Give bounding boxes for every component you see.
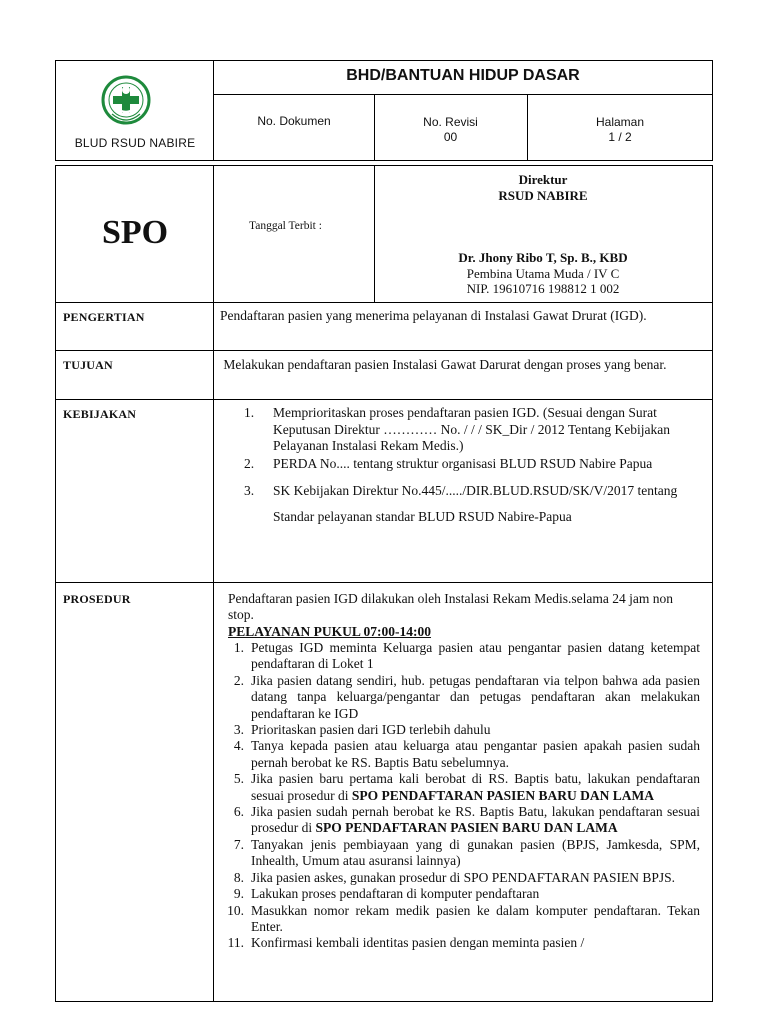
list-number: 11.	[227, 935, 244, 951]
document-title: BHD/BANTUAN HIDUP DASAR	[346, 67, 580, 84]
list-item-text: Jika pasien datang sendiri, hub. petugas pendaftaran via telpon bahwa ada pasien datang tanpa keluarga/pengantar dan petugas pendaftaran akan melakukan pendaftaran ke IGD	[251, 672, 700, 721]
director-title-line: Direktur	[518, 172, 568, 187]
director-org-line: RSUD NABIRE	[498, 188, 588, 203]
list-item	[222, 804, 700, 837]
list-number: 8.	[233, 869, 244, 885]
list-item	[218, 478, 704, 530]
list-number: 2.	[233, 672, 244, 688]
list-item	[222, 870, 700, 886]
director-signature-block	[374, 250, 712, 297]
list-item-text: Tanya kepada pasien atau keluarga atau pengantar pasien apakah pasien sudah pernah berobat ke RS. Baptis Batu sebelumnya.	[251, 738, 700, 770]
list-item-text: Prioritaskan pasien dari IGD terlebih dahulu	[251, 722, 491, 738]
logo-caption: BLUD RSUD NABIRE	[74, 136, 196, 150]
list-item	[222, 903, 700, 936]
list-item-text: PERDA No.... tentang struktur organisasi BLUD RSUD Nabire Papua	[273, 455, 653, 471]
tanggal-terbit-label: Tanggal Terbit :	[249, 220, 322, 232]
list-item	[222, 837, 700, 870]
spo-label: SPO	[101, 214, 169, 251]
prosedur-label: PROSEDUR	[63, 592, 131, 606]
list-item	[222, 640, 700, 673]
list-item	[218, 405, 704, 455]
list-item-text: Jika pasien baru pertama kali berobat di RS. Baptis batu, lakukan pendaftaran sesuai prosedur di	[251, 771, 700, 803]
signer-rank: Pembina Utama Muda / IV C	[466, 265, 620, 281]
list-number: 9.	[233, 886, 244, 902]
list-item-bold-ref: SPO PENDAFTARAN PASIEN BARU DAN LAMA	[351, 787, 654, 803]
list-item-bold-ref: SPO PENDAFTARAN PASIEN BARU DAN LAMA	[315, 820, 618, 836]
list-number: 4.	[233, 738, 244, 754]
halaman-label: Halaman	[595, 115, 645, 129]
pengertian-label: PENGERTIAN	[63, 310, 145, 324]
list-item	[218, 451, 704, 477]
kebijakan-list	[218, 405, 704, 530]
bakti-husada-logo-icon	[100, 74, 152, 126]
list-item	[222, 935, 700, 951]
prosedur-steps	[222, 640, 700, 952]
list-number: 6.	[233, 804, 244, 820]
prosedur-intro: Pendaftaran pasien IGD dilakukan oleh Instalasi Rekam Medis.selama 24 jam non stop.	[228, 591, 674, 622]
list-item-text: Jika pasien sudah pernah berobat ke RS. Baptis Batu, lakukan pendaftaran sesuai prosedur di	[251, 804, 700, 836]
tujuan-label: TUJUAN	[63, 358, 113, 372]
list-number: 10.	[227, 902, 244, 918]
list-item	[222, 722, 700, 738]
list-number: 5.	[233, 771, 244, 787]
list-item-text: Tanyakan jenis pembiayaan yang di gunakan pasien (BPJS, Jamkesda, SPM, Inhealth, Umum atau asuransi lainnya)	[251, 836, 700, 869]
list-item-text: Memprioritaskan proses pendaftaran pasien IGD. (Sesuai dengan Surat Keputusan Direktur ………… No. / / / SK_Dir / 2012 Tentang Kebijakan Pelayanan Instalasi Rekam Medis.)	[273, 405, 670, 453]
no-revisi-value: 00	[443, 130, 458, 144]
list-item-text: Konfirmasi kembali identitas pasien dengan meminta pasien /	[251, 935, 585, 951]
list-item	[222, 771, 700, 804]
list-item-text: SK Kebijakan Direktur No.445/...../DIR.BLUD.RSUD/SK/V/2017 tentang Standar pelayanan standar BLUD RSUD Nabire-Papua	[273, 482, 678, 524]
list-number: 1.	[233, 640, 244, 655]
no-revisi-label: No. Revisi	[423, 115, 478, 129]
halaman-value: 1 / 2	[608, 130, 632, 144]
list-number: 3.	[233, 722, 244, 738]
director-title	[374, 172, 712, 204]
list-item-text: Lakukan proses pendaftaran di komputer pendaftaran	[251, 886, 540, 902]
no-dokumen-label: No. Dokumen	[257, 114, 331, 128]
tujuan-text: Melakukan pendaftaran pasien Instalasi Gawat Darurat dengan proses yang benar.	[220, 357, 667, 372]
list-number: 3.	[244, 482, 255, 498]
pengertian-text: Pendaftaran pasien yang menerima pelayanan di Instalasi Gawat Drurat (IGD).	[220, 308, 647, 323]
signer-nip: NIP. 19610716 198812 1 002	[466, 281, 620, 296]
prosedur-heading: PELAYANAN PUKUL 07:00-14:00	[228, 624, 432, 639]
signer-name: Dr. Jhony Ribo T, Sp. B., KBD	[458, 250, 628, 265]
list-item	[222, 673, 700, 722]
list-item-text: Masukkan nomor rekam medik pasien ke dalam komputer pendaftaran. Tekan Enter.	[251, 902, 700, 934]
kebijakan-label: KEBIJAKAN	[63, 407, 137, 421]
list-number: 1.	[244, 405, 255, 420]
list-item	[222, 738, 700, 771]
list-number: 7.	[233, 836, 244, 852]
list-item-text: Petugas IGD meminta Keluarga pasien atau pengantar pasien datang ketempat pendaftaran di Loket 1	[251, 640, 700, 672]
list-item-text: Jika pasien askes, gunakan prosedur di SPO PENDAFTARAN PASIEN BPJS.	[251, 869, 676, 885]
list-number: 2.	[244, 455, 255, 471]
list-item	[222, 886, 700, 902]
